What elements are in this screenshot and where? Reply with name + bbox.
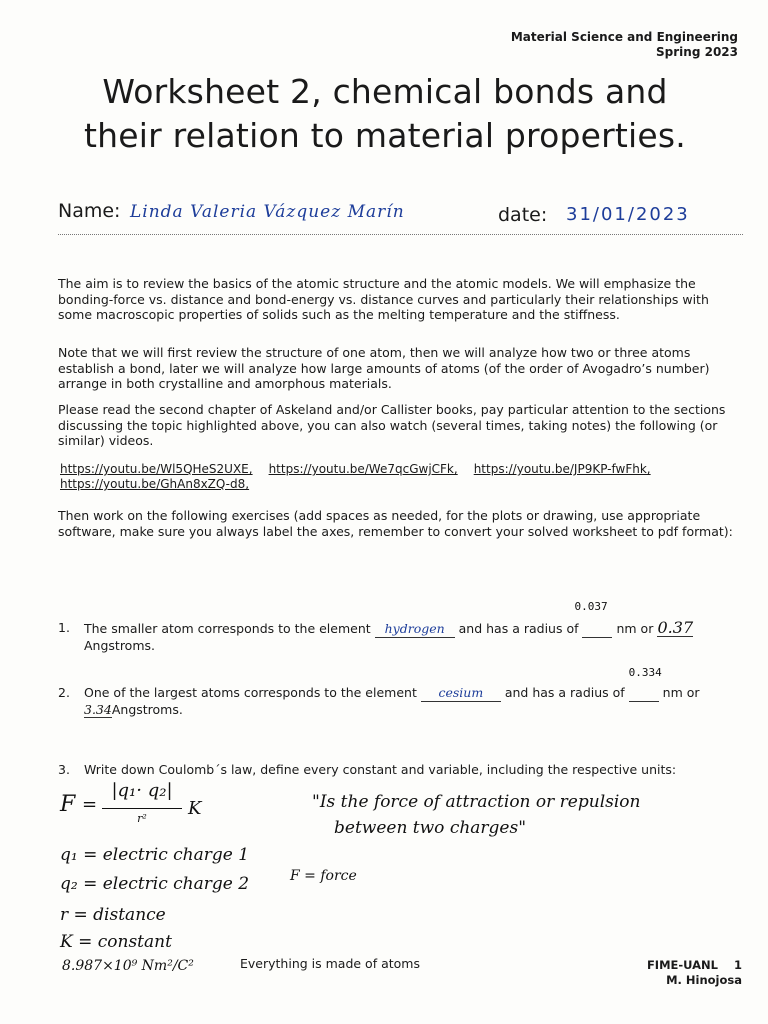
video-link-1[interactable]: https://youtu.be/Wl5QHeS2UXE, (60, 462, 253, 476)
question-text: nm or (616, 621, 654, 636)
question-text: Angstroms. (84, 637, 155, 653)
q1-definition: q₁ = electric charge 1 (60, 845, 250, 865)
question-text: nm or (662, 685, 700, 700)
course-term: Spring 2023 (656, 45, 738, 59)
paragraph-aim: The aim is to review the basics of the atomic structure and the atomic models. We will emphasize the bonding-force vs. distance and bond-energy vs. distance curves and particularly their relationships with some macroscopic properties of solids such as the melting temperature and the stiffness. (58, 276, 709, 322)
answer-nm-blank (628, 666, 662, 702)
fraction-bar (102, 808, 182, 809)
worksheet-title (40, 70, 730, 158)
formula-constant: K (188, 798, 202, 819)
formula-equals: = (82, 794, 98, 815)
question-text: The smaller atom corresponds to the element (84, 621, 371, 636)
answer-element: hydrogen (375, 621, 455, 638)
definition-line-2: between two charges" (334, 818, 527, 838)
formula-force: F (60, 792, 76, 817)
question-number: 1. (58, 620, 70, 635)
paragraph-note: Note that we will first review the structure of one atom, then we will analyze how two or three atoms establish a bond, later we will analyze how large amounts of atoms (of the order of Avogadro’s number) arrange in both crystalline and amorphous materials. (58, 345, 710, 391)
title-line-2: their relation to material properties. (84, 116, 686, 155)
coulomb-formula (60, 780, 260, 850)
r-definition: r = distance (60, 905, 166, 925)
question-text: Angstroms. (111, 701, 183, 717)
question-text: and has a radius of (458, 621, 579, 636)
k-value: 8.987×10⁹ Nm²/C² (62, 958, 194, 974)
question-text: One of the largest atoms corresponds to the element (84, 685, 417, 700)
question-number: 3. (58, 762, 70, 777)
footer-credit (647, 958, 742, 988)
force-definition: F = force (290, 868, 357, 884)
answer-nm: 0.037 (574, 600, 608, 613)
paragraph-reading: Please read the second chapter of Askeland and/or Callister books, pay particular attention to the sections discussing the topic highlighted above, you can also watch (several times, taking notes) the following (or similar) videos. (58, 402, 726, 448)
course-name: Material Science and Engineering (510, 30, 738, 44)
course-header (511, 30, 738, 60)
question-text: and has a radius of (504, 685, 625, 700)
question-number: 2. (58, 685, 70, 700)
footer-tagline: Everything is made of atoms (240, 956, 420, 971)
answer-element: cesium (421, 685, 501, 702)
footer-institution: FIME-UANL 1 (646, 958, 742, 972)
video-link-3[interactable]: https://youtu.be/JP9KP-fwFhk, (473, 462, 651, 476)
answer-nm: 0.334 (628, 666, 662, 679)
name-date-row (58, 200, 743, 235)
footer-author: M. Hinojosa (666, 973, 742, 987)
q2-definition: q₂ = electric charge 2 (60, 874, 250, 894)
title-line-1: Worksheet 2, chemical bonds and (102, 72, 668, 111)
video-link-2[interactable]: https://youtu.be/We7qcGwjCFk, (268, 462, 458, 476)
answer-angstrom: 3.34 (84, 701, 112, 717)
question-text: Write down Coulomb´s law, define every constant and variable, including the respective units: (84, 762, 677, 777)
paragraph-instructions: Then work on the following exercises (add spaces as needed, for the plots or drawing, use appropriate software, make sure you always label the axes, remember to convert your solved worksheet to pdf format): (58, 508, 733, 539)
k-definition: K = constant (60, 932, 172, 952)
name-label: Name: (58, 200, 121, 222)
answer-angstrom: 0.37 (657, 618, 694, 637)
date-label: date: (498, 204, 548, 226)
student-name: Linda Valeria Vázquez Marín (130, 202, 405, 222)
video-links (60, 462, 750, 492)
formula-numerator: |q₁· q₂| (111, 780, 173, 801)
date-value: 31/01/2023 (566, 204, 690, 225)
formula-denominator: r² (137, 812, 147, 825)
definition-line-1: "Is the force of attraction or repulsion (312, 792, 641, 812)
video-link-4[interactable]: https://youtu.be/GhAn8xZQ-d8, (60, 477, 250, 491)
answer-nm-blank (574, 600, 612, 638)
